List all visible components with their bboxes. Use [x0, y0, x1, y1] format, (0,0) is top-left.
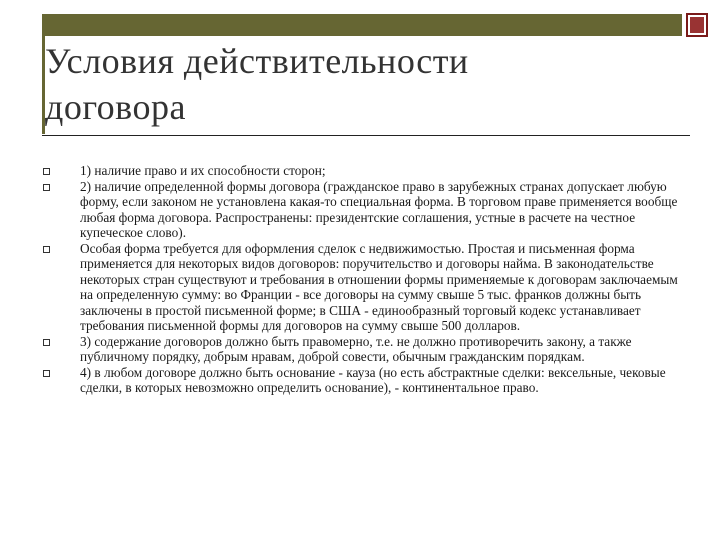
list-item-text: 1) наличие право и их способности сторон; [80, 163, 326, 178]
slide-title [45, 38, 685, 130]
square-bullet-icon [43, 168, 50, 175]
square-bullet-icon [43, 184, 50, 191]
corner-decoration-square [686, 13, 708, 37]
list-item-text: 3) содержание договоров должно быть правомерно, т.е. не должно противоречить закону, а также публичному порядку, добрым нравам, доброй совести, обычным гражданским порядкам. [80, 333, 632, 364]
title-divider [42, 135, 690, 136]
title-line-2: договора [45, 87, 186, 127]
square-bullet-icon [43, 339, 50, 346]
header-decoration-bar [42, 14, 682, 36]
list-item [38, 334, 688, 365]
bullet-list [38, 163, 688, 396]
title-line-1: Условия действительности [45, 41, 469, 81]
list-item [38, 241, 688, 334]
list-item-text: 4) в любом договоре должно быть основание - кауза (но есть абстрактные сделки: вексельные, чековые сделки, в которых невозможно определить основание), - континентальное право. [80, 364, 666, 395]
square-bullet-icon [43, 246, 50, 253]
list-item [38, 163, 688, 179]
list-item-text: Особая форма требуется для оформления сделок с недвижимостью. Простая и письменная форма применяется для некоторых видов договоров: поручительство и договоры найма. В законодательстве некоторых стран существуют и требования в отношении формы применяемые к договорам заключаемым на определенную сумму: во Франции - все договоры на сумму свыше 5 тыс. франков должны быть заключены в простой письменной форме; в США - единообразный торговый кодекс устанавливает требования письменной формы для договоров на сумму свыше 500 долларов. [80, 240, 678, 333]
list-item [38, 365, 688, 396]
list-item [38, 179, 688, 241]
list-item-text: 2) наличие определенной формы договора (гражданское право в зарубежных странах допускает любую форму, если законом не установлена какая-то специальная форма. В торговом праве применяется вообще любая форма договора. Распространены: президентские соглашения, устные в расчете на честное купеческое слово). [80, 178, 678, 240]
square-bullet-icon [43, 370, 50, 377]
